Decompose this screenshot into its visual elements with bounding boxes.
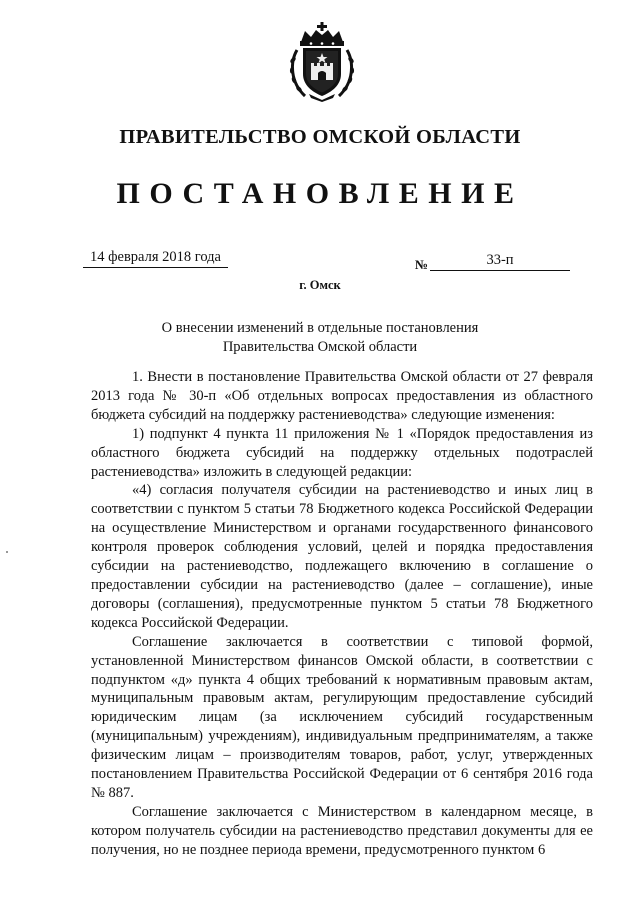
- document-subject: [0, 319, 640, 356]
- document-date: 14 февраля 2018 года: [83, 249, 228, 268]
- body-paragraph: Соглашение заключается с Министерством в календарном месяце, в котором получатель субсидии на растениеводство представил документы для ее получения, но не позднее периода времени, предусмотренного пунктом 6: [91, 803, 593, 858]
- body-paragraph: 1) подпункт 4 пункта 11 приложения № 1 «Порядок предоставления из областного бюджета субсидий на поддержку отдельных подотраслей растениеводства» изложить в следующей редакции:: [91, 425, 593, 480]
- omsk-coat-of-arms-icon: [287, 22, 357, 102]
- subject-line: О внесении изменений в отдельные постановления: [161, 320, 479, 336]
- document-number: 33-п: [430, 252, 570, 271]
- body-paragraph: 1. Внести в постановление Правительства Омской области от 27 февраля 2013 года № 30-п «Об отдельных вопросах предоставления из областного бюджета субсидий на поддержку растениеводства» следующие изменения:: [91, 369, 593, 423]
- body-paragraph: Соглашение заключается в соответствии с типовой формой, установленной Министерством финансов Омской области, в соответствии с подпунктом «д» пункта 4 общих требований к нормативным правовым актам, муниципальным правовым актам, регулирующим предоставление субсидий юридическим лицам (за исключением субсидий государственным (муниципальным) учреждениям), индивидуальным предпринимателям, а также физическим лицам – производителям товаров, работ, услуг, утвержденных постановлением Правительства Российской Федерации от 6 сентября 2016 года № 887.: [91, 633, 593, 801]
- document-type-title: ПОСТАНОВЛЕНИЕ: [116, 177, 524, 210]
- scan-mark: [6, 551, 8, 553]
- document-body: [91, 368, 593, 860]
- government-title: ПРАВИТЕЛЬСТВО ОМСКОЙ ОБЛАСТИ: [119, 126, 521, 148]
- subject-line: Правительства Омской области: [222, 338, 418, 355]
- document-city: г. Омск: [299, 278, 341, 292]
- body-paragraph: «4) согласия получателя субсидии на растениеводство и иных лиц в соответствии с пунктом 5 статьи 78 Бюджетного кодекса Российской Федерации на осуществление Министерством и органами государственного финансового контроля проверок соблюдения условий, целей и порядка предоставления субсидии на растениеводство, подлежащего включению в соглашение о предоставлении субсидии на растениеводство (далее – соглашение), иные договоры (соглашения), предусмотренные пунктом 5 статьи 78 Бюджетного кодекса Российской Федерации.: [91, 482, 593, 631]
- document-number-label: №: [415, 257, 429, 272]
